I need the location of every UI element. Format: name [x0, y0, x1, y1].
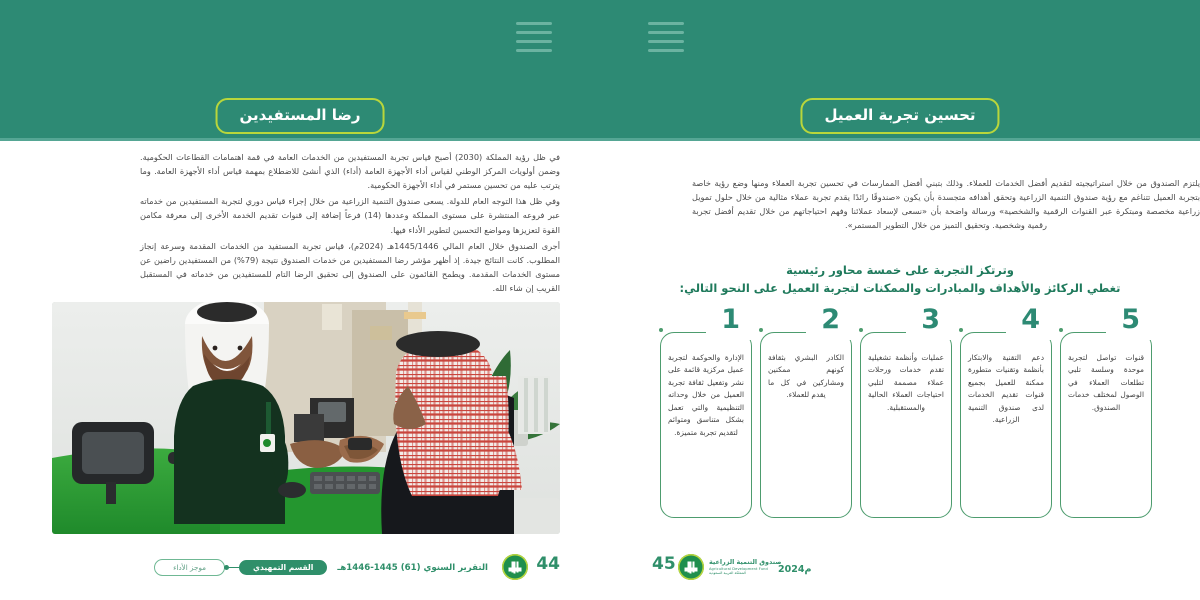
card-text: عمليات وأنظمة تشغيلية تقدم خدمات ورحلات عملاء مصممة لتلبي احتياجات العملاء الحالية والمستقبلية.: [868, 353, 944, 412]
paragraph-text: وفي ظل هذا التوجه العام للدولة. يسعى صندوق التنمية الزراعية من خلال إجراء قياس دوري لتجربة المستفيدين من خدماته عبر فروعه المنتشرة على مستوى المملكة وعددها (14) فرعاً إضافة إلى قنوات تقديم الخدمة الأخرى إلى معرفة مكامن القوة لتعزيزها ومواضع التحسين لتطوير الأداء فيها.: [140, 196, 560, 235]
card-text: الإدارة والحوكمة لتجربة عميل مركزية قائمة على نشر وتفعيل ثقافة تجربة العميل من خلال وحداته التنظيمية والتي تعمل بشكل متناسق ومتوائم لتقديم تجربة متميزة.: [668, 353, 744, 437]
card-text: الكادر البشري بثقافة كونهم ممكنين ومشاركين في كل ما يقدم للعملاء.: [768, 353, 844, 400]
card-number: 5: [1121, 304, 1140, 335]
card-text: قنوات تواصل لتجربة موحدة وسلسة تلبي تطلعات العملاء في الوصول لمختلف خدمات الصندوق.: [1068, 353, 1144, 412]
photo-illustration: [52, 302, 560, 534]
hamburger-icon[interactable]: [516, 22, 552, 52]
chip-connector: [225, 567, 239, 568]
left-page-title: تحسين تجربة العميل: [800, 98, 999, 134]
hamburger-icon[interactable]: [648, 22, 684, 52]
pillar-card: [656, 304, 756, 518]
left-paragraph-1: [692, 176, 1200, 232]
right-header-accent-line: [0, 138, 600, 141]
card-dot-marker: [859, 328, 863, 332]
page-number: 45: [652, 554, 676, 574]
pillar-card: [856, 304, 956, 518]
paragraph-text: أجرى الصندوق خلال العام المالي 1445/1446هـ (2024م)، قياس تجربة المستفيد من الخدمات المقدمة وسرعة إنجاز المطلوب. كانت النتائج جيدة. إذ أظهر مؤشر رضا المستفيدين من خدمات الصندوق نتيجة (79%) من المستفيدين راضين عن مستوى الخدمات المقدمة. ويطمح القائمون على الصندوق إلى تحقيق الرضا التام للمستفيدين من خدماته في المستقبل القريب إن شاء الله.: [140, 240, 561, 293]
pillar-card: [956, 304, 1056, 518]
fund-logo: [502, 554, 528, 580]
section-heading-line-1: وترتكز التجربة على خمسة محاور رئيسية: [786, 263, 1014, 277]
left-footer: [600, 534, 1200, 600]
card-number: 1: [721, 304, 740, 335]
card-number: 2: [821, 304, 840, 335]
section-chip[interactable]: القسم التمهيدي: [239, 560, 327, 575]
page-number: 44: [536, 554, 560, 574]
right-footer: [0, 534, 600, 600]
left-body-copy: [692, 176, 1200, 234]
card-number: 4: [1021, 304, 1040, 335]
right-page-title: رضا المستفيدين: [216, 98, 385, 134]
section-heading-line-2: تغطي الركائز والأهداف والمبادرات والممكنات لتجربة العميل على النحو التالي:: [679, 280, 1121, 295]
logo-arabic-name: صندوق التنمية الزراعية: [709, 558, 782, 567]
fund-logo: [678, 554, 781, 580]
reception-handshake-photo: [52, 302, 560, 534]
card-dot-marker: [959, 328, 963, 332]
pillar-card: [1056, 304, 1156, 518]
paragraph-text: في ظل رؤية المملكة (2030) أصبح قياس تجربة المستفيدين من الخدمات العامة في قمة اهتمامات القطاعات الحكومية. وضمن أولويات المركز الوطني لقياس أداء الأجهزة العامة (أداء) الذي أنشئ للاضطلاع بمهمة قياس أداء الأجهزة العامة. وما يترتب عليه من تحسين مستمر في أداء الأجهزة الحكومية.: [140, 152, 561, 191]
report-title: التقرير السنوي (61) 1445-1446هـ: [337, 562, 488, 573]
card-dot-marker: [1059, 328, 1063, 332]
report-breadcrumb: [154, 559, 488, 576]
right-body-copy: [140, 150, 560, 297]
left-page: [600, 0, 1200, 600]
palm-and-swords-emblem-icon: [678, 554, 704, 580]
card-dot-marker: [759, 328, 763, 332]
logo-english-name: Agricultural Development Fund: [709, 566, 768, 571]
palm-and-swords-emblem-icon: [502, 554, 528, 580]
pillar-card: [756, 304, 856, 518]
subsection-chip[interactable]: موجز الأداء: [154, 559, 225, 576]
right-paragraphs: [140, 150, 560, 295]
section-heading: [600, 262, 1200, 298]
pillar-card-list: [656, 304, 1156, 518]
card-text: دعم التقنية والابتكار بأنظمة وتقنيات متطورة ممكنة للعميل بجميع قنوات تقديم الخدمات لدى صندوق التنمية الزراعية.: [968, 353, 1044, 425]
paragraph-text: يلتزم الصندوق من خلال استراتيجيته لتقديم أفضل الخدمات للعملاء. وذلك بتبني أفضل الممارسات في تحسين تجربة العملاء ومنها وضع رؤية خاصة بتجربة العميل تتناغم مع رؤية صندوق التنمية الزراعية وتحقق أهدافه متجسدة بأن يكون «صندوقًا رائدًا يقدم تجربة عملاء مثالية من خلال حلول تمويل زراعية مخصصة ومبتكرة عبر القنوات الرقمية والشخصية» ورسالة واضحة بأن «نسعى لإسعاد عملائنا وفهم احتياجاتهم من خلال تقديم أفضل تجربة رقمية وشخصية. وتحقيق التميز من خلال التطوير المستمر».: [692, 178, 1200, 231]
left-header-accent-line: [600, 138, 1200, 141]
card-number: 3: [921, 304, 940, 335]
logo-subtitle: المملكة العربية السعودية: [709, 570, 746, 575]
footer-year: 2024م: [778, 564, 812, 575]
card-dot-marker: [659, 328, 663, 332]
